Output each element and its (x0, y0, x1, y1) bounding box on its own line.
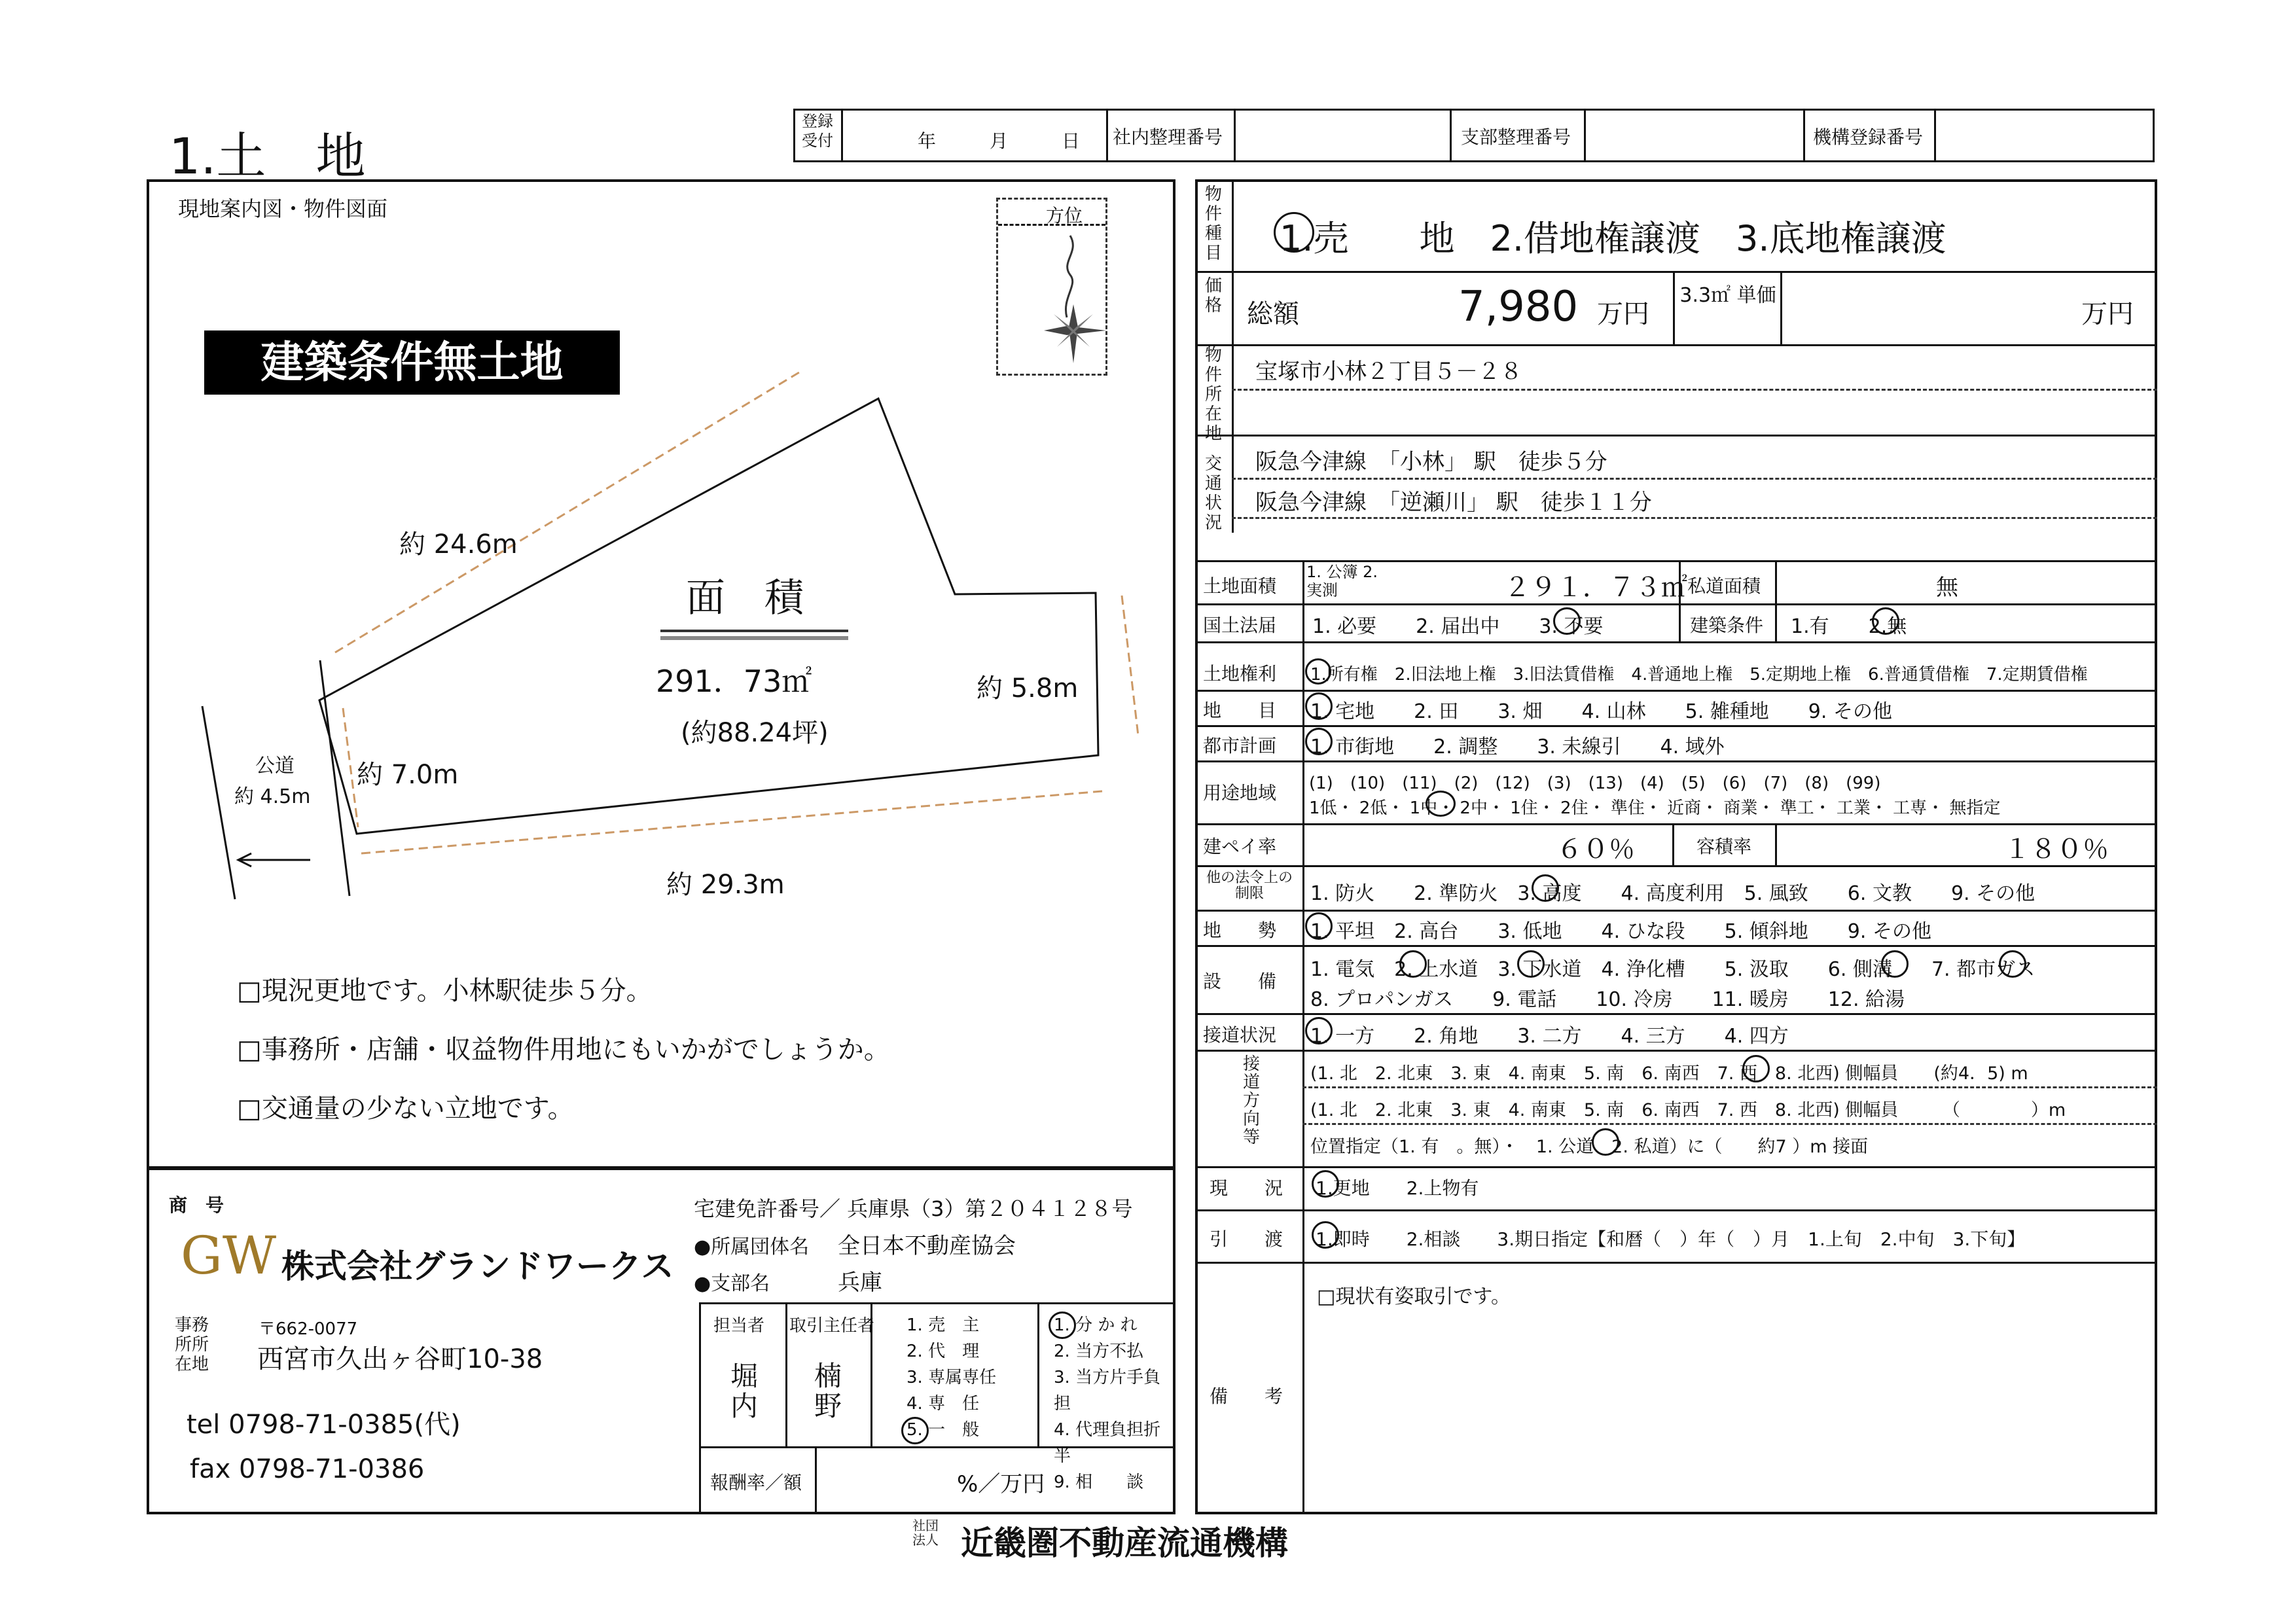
hikiwatashi-selected-circle (1312, 1221, 1339, 1249)
map-note: □事務所・店舗・収益物件用地にもいかがでしょうか。 (237, 1035, 890, 1065)
no-building-condition-banner: 建築条件無土地 (204, 330, 620, 395)
compass-label: 方位 (1046, 205, 1083, 226)
map-note: □現況更地です。小林駅徒歩５分。 (237, 976, 653, 1006)
dim-right: 約 5.8m (977, 673, 1079, 704)
branch-label: ●支部名 (694, 1272, 770, 1295)
setsubi-circle (1881, 950, 1909, 978)
office-label: 事務所所在地 (174, 1315, 209, 1374)
unit-price-label: 3.3㎡ 単価 (1679, 284, 1776, 307)
mode-item: 3. 専属専任 (906, 1368, 997, 1387)
dim-top: 約 24.6m (399, 529, 518, 560)
land-area-value: ２９１．７３㎡ (1504, 573, 1687, 603)
chisei-label: 地 勢 (1203, 919, 1277, 941)
hourei-options: 1. 防火 2. 準防火 3. 高度 4. 高度利用 5. 風致 6. 文教 9. その他 (1310, 882, 2036, 905)
price-unit: 万円 (1597, 299, 1649, 329)
setsubi-label: 設 備 (1203, 971, 1277, 992)
rights-selected-circle (1305, 658, 1331, 685)
kokudo-selected-circle (1553, 607, 1581, 635)
setsubi-circle (1517, 950, 1545, 978)
unit-price-unit: 万円 (2081, 299, 2134, 329)
company-tel: tel 0798-71-0385(代) (187, 1410, 461, 1440)
mode-item: 1. 売 主 (906, 1315, 980, 1335)
map-title: 現地案内図・物件図面 (178, 196, 388, 221)
transit-line: 阪急今津線 「逆瀬川」 駅 徒歩１１分 (1255, 490, 1652, 516)
setsubi-circle (1399, 950, 1427, 978)
chisei-options: 1. 平坦 2. 高台 3. 低地 4. ひな段 5. 傾斜地 9. その他 (1310, 920, 1931, 943)
rights-label: 土地権利 (1203, 663, 1277, 685)
fee-split-list (1054, 1312, 1175, 1495)
hikiwatashi-label: 引 渡 (1210, 1228, 1283, 1250)
building-condition-label: 建築条件 (1690, 615, 1764, 636)
split-item: 4. 代理負担折半 (1054, 1420, 1161, 1466)
fee-value: %／万円 (957, 1471, 1045, 1497)
org-no-label: 機構登録番号 (1813, 126, 1924, 148)
mode-item: 4. 専 任 (906, 1394, 980, 1414)
location-label: 物件所在地 (1204, 346, 1222, 444)
kenpei-label: 建ペイ率 (1203, 836, 1277, 857)
company-logo: GW (181, 1225, 277, 1286)
youto-names: 1低・ 2低・ 1中・ 2中・ 1住・ 2住・ 準住・ 近商・ 商業・ 準工・ 工業・ 工専・ 無指定 (1309, 798, 2001, 818)
company-fax: fax 0798-71-0386 (190, 1454, 425, 1484)
hourei-label: 他の法令上の制限 (1206, 870, 1293, 902)
postal-code: 〒662-0077 (259, 1319, 358, 1339)
footer-org: 近畿圏不動産流通機構 (961, 1524, 1288, 1562)
biko-label: 備 考 (1210, 1385, 1283, 1407)
setsudo-selected-circle (1305, 1017, 1333, 1044)
setsubi-circle (1999, 950, 2026, 978)
condition-selected-circle (1872, 607, 1899, 635)
chimoku-label: 地 目 (1203, 700, 1277, 721)
mode-item: 5. 一 般 (906, 1420, 980, 1440)
chimoku-options: 1. 宅地 2. 田 3. 畑 4. 山林 5. 雑種地 9. その他 (1310, 700, 1892, 723)
genkyo-label: 現 況 (1210, 1177, 1283, 1199)
houkou-line: 位置指定（1. 有 。無）・ 1. 公道 2. 私道）に（ 約7 ）m 接面 (1310, 1137, 1869, 1157)
building-condition-options: 1.有 2.無 (1791, 615, 1907, 638)
private-road-label: 私道面積 (1687, 575, 1761, 597)
fee-label: 報酬率／額 (710, 1472, 802, 1493)
year-label: 年 (918, 130, 937, 152)
area-heading: 面 積 (686, 575, 804, 621)
branch-name: 兵庫 (838, 1270, 882, 1296)
toshi-label: 都市計画 (1203, 735, 1277, 757)
footer-small: 社団法人 (912, 1518, 939, 1548)
setsudo-label: 接道状況 (1203, 1024, 1277, 1046)
youto-selected-circle (1426, 791, 1456, 817)
total-label: 総額 (1247, 299, 1299, 329)
torihiki-label: 取引主任者 (789, 1316, 875, 1336)
kokudo-options: 1. 必要 2. 届出中 3. 不要 (1312, 615, 1604, 638)
houkou-line: (1. 北 2. 北東 3. 東 4. 南東 5. 南 6. 南西 7. 西 8. 北西) 側幅員 (約4．5) m (1310, 1063, 2028, 1084)
total-price: 7,980 (1458, 283, 1579, 331)
split-item: 1. 分 か れ (1054, 1315, 1138, 1335)
houkou-selected-circle (1742, 1055, 1770, 1082)
month-label: 月 (990, 130, 1009, 152)
company-address: 西宮市久出ヶ谷町10-38 (257, 1344, 543, 1374)
youto-codes: (1) (10) (11) (2) (12) (3) (13) (4) (5) (6) (7) (8) (99) (1309, 774, 1881, 793)
genkyo-options: 1.更地 2.上物有 (1316, 1177, 1479, 1199)
page-title: 1.土 地 (169, 127, 366, 185)
land-area-label: 土地面積 (1203, 575, 1277, 597)
property-kind: 1.売 地 2.借地権譲渡 3.底地権譲渡 (1280, 218, 1946, 259)
road-label: 公道 (255, 755, 295, 777)
kokudo-label: 国土法届 (1203, 615, 1277, 636)
map-note: □交通量の少ない立地です。 (237, 1094, 574, 1124)
setsudo-options: 1. 一方 2. 角地 3. 二方 4. 三方 4. 四方 (1310, 1025, 1789, 1048)
koudou-selected-circle (1592, 1128, 1619, 1156)
mode-item: 2. 代 理 (906, 1342, 980, 1361)
youto-label: 用途地域 (1203, 782, 1277, 804)
mode-selected-circle (901, 1417, 929, 1444)
area-value: 291．73㎡ (656, 664, 812, 699)
internal-no-label: 社内整理番号 (1113, 126, 1223, 148)
tanto-label: 担当者 (713, 1316, 765, 1336)
split-item: 2. 当方不払 (1054, 1342, 1144, 1361)
rights-options: 1.所有権 2.旧法地上権 3.旧法賃借権 4.普通地上権 5.定期地上権 6.普通賃借権 7.定期賃借権 (1310, 665, 2088, 685)
setsubi-line: 1. 電気 2. 上水道 3. 下水道 4. 浄化槽 5. 汲取 6. 側溝 7. 都市ガス (1310, 958, 2036, 981)
genkyo-selected-circle (1312, 1170, 1339, 1198)
dim-bottom: 約 29.3m (666, 870, 785, 900)
torihiki-name: 楠野 (814, 1360, 842, 1422)
youseki-label: 容積率 (1696, 836, 1752, 857)
road-width: 約 4.5m (234, 785, 311, 808)
kind-selected-circle (1274, 212, 1314, 253)
toshi-options: 1. 市街地 2. 調整 3. 未線引 4. 域外 (1310, 736, 1725, 758)
youseki-value: １８０％ (2004, 834, 2109, 865)
split-item: 9. 相 談 (1054, 1472, 1144, 1492)
assoc-label: ●所属団体名 (694, 1236, 810, 1258)
area-tsubo: (約88.24坪) (681, 718, 829, 748)
price-label: 価格 (1204, 276, 1222, 315)
split-selected-circle (1049, 1311, 1076, 1339)
kind-label: 物件種目 (1204, 185, 1222, 263)
assoc-name: 全日本不動産協会 (838, 1233, 1016, 1259)
day-label: 日 (1062, 130, 1081, 152)
private-road-value: 無 (1936, 575, 1958, 601)
reg-label: 登録受付 (802, 112, 833, 150)
hikiwatashi-options: 1.即時 2.相談 3.期日指定【和暦（ ）年（ ）月 1.上旬 2.中旬 3.下旬】 (1316, 1228, 2026, 1250)
biko-text: □現状有姿取引です。 (1317, 1285, 1511, 1308)
transit-line: 阪急今津線 「小林」 駅 徒歩５分 (1255, 449, 1607, 475)
houkou-line: (1. 北 2. 北東 3. 東 4. 南東 5. 南 6. 南西 7. 西 8. 北西) 側幅員 （ ）m (1310, 1100, 2066, 1120)
company-name: 株式会社グランドワークス (281, 1247, 674, 1285)
toshi-selected-circle (1305, 728, 1333, 755)
setsubi-line: 8. プロパンガス 9. 電話 10. 冷房 11. 暖房 12. 給湯 (1310, 988, 1905, 1011)
transit-label: 交通状況 (1204, 454, 1222, 533)
land-area-options: 1. 公簿 2. 実測 (1306, 563, 1378, 599)
kenpei-value: ６０％ (1556, 834, 1635, 865)
houkou-label: 接道方向等 (1242, 1054, 1260, 1147)
chimoku-selected-circle (1305, 692, 1333, 720)
property-location: 宝塚市小林２丁目５－２８ (1255, 359, 1522, 385)
branch-no-label: 支部整理番号 (1461, 126, 1571, 148)
tanto-name: 堀内 (730, 1360, 758, 1422)
chisei-selected-circle (1305, 912, 1333, 940)
dim-left: 約 7.0m (357, 760, 459, 790)
hourei-selected-circle (1532, 874, 1559, 902)
split-item: 3. 当方片手負担 (1054, 1368, 1161, 1414)
shogo-label: 商 号 (169, 1194, 224, 1216)
license-number: 宅建免許番号／ 兵庫県（3）第２０４１２８号 (694, 1196, 1133, 1221)
